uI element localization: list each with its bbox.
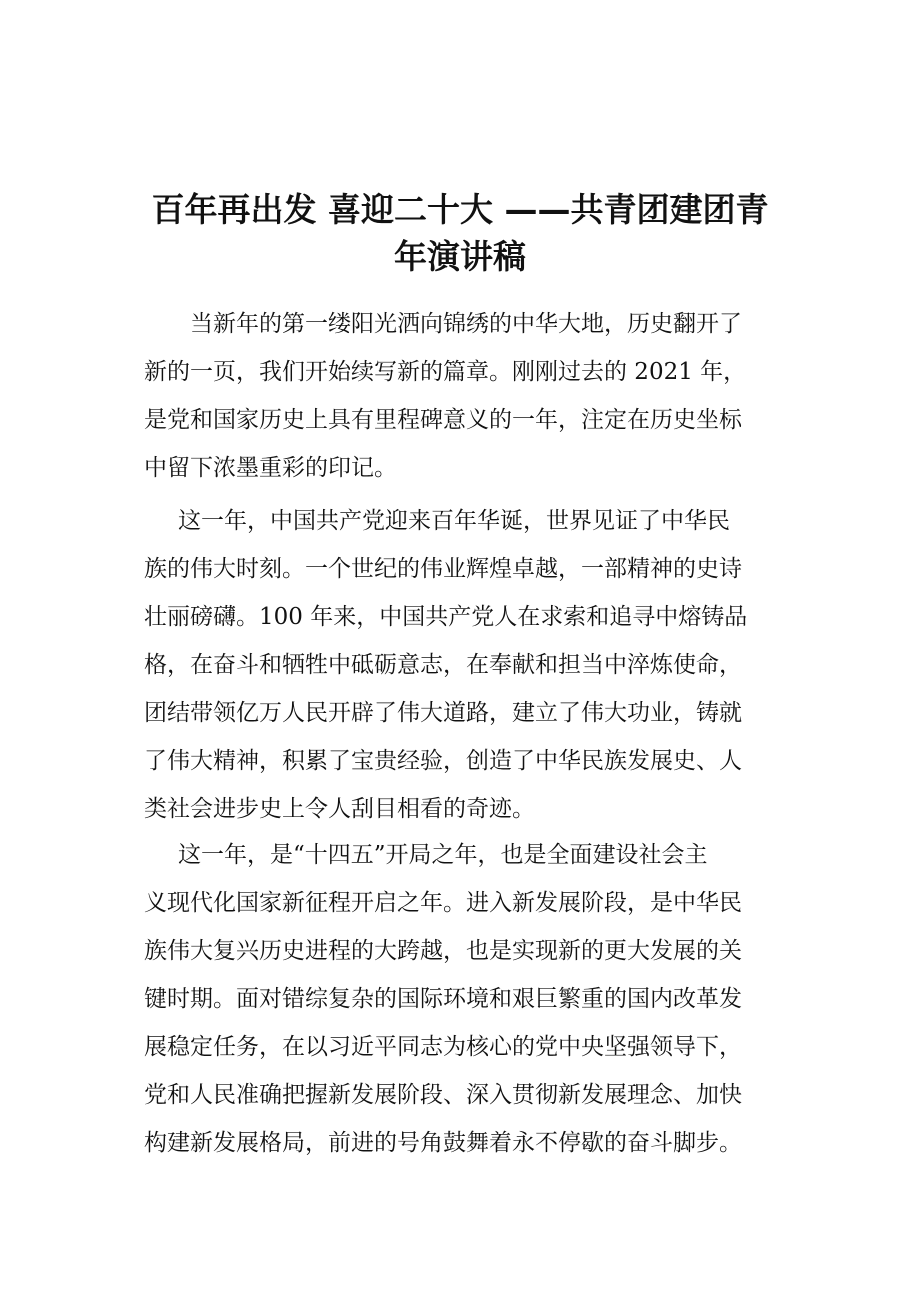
- paragraph-3-line-7: 构建新发展格局，前进的号角鼓舞着永不停歇的奋斗脚步。: [144, 1130, 742, 1156]
- paragraph-3-line-1: 这一年，是“十四五”开局之年，也是全面建设社会主: [178, 842, 708, 868]
- paragraph-2-line-4: 格，在奋斗和牺牲中砥砺意志，在奉献和担当中淬炼使命，: [144, 652, 742, 678]
- document-title-line-2: 年演讲稿: [394, 237, 526, 276]
- paragraph-1-line-3: 是党和国家历史上具有里程碑意义的一年，注定在历史坐标: [144, 407, 742, 433]
- document-title-line-1: 百年再出发 喜迎二十大 ——共青团建团青: [151, 190, 769, 229]
- paragraph-3-line-6: 党和人民准确把握新发展阶段、深入贯彻新发展理念、加快: [144, 1082, 742, 1108]
- paragraph-2-line-2: 族的伟大时刻。一个世纪的伟业辉煌卓越，一部精神的史诗: [144, 556, 742, 582]
- paragraph-3-line-3: 族伟大复兴历史进程的大跨越，也是实现新的更大发展的关: [144, 938, 742, 964]
- paragraph-3-line-5: 展稳定任务，在以习近平同志为核心的党中央坚强领导下，: [144, 1034, 742, 1060]
- paragraph-1-line-2: 新的一页，我们开始续写新的篇章。刚刚过去的 2021 年，: [144, 359, 747, 385]
- paragraph-3-line-2: 义现代化国家新征程开启之年。进入新发展阶段，是中华民: [144, 890, 742, 916]
- paragraph-2-line-1: 这一年，中国共产党迎来百年华诞，世界见证了中华民: [178, 508, 730, 534]
- paragraph-2-line-5: 团结带领亿万人民开辟了伟大道路，建立了伟大功业，铸就: [144, 700, 742, 726]
- paragraph-2-line-6: 了伟大精神，积累了宝贵经验，创造了中华民族发展史、人: [144, 748, 742, 774]
- paragraph-2-line-7: 类社会进步史上令人刮目相看的奇迹。: [144, 796, 535, 822]
- paragraph-1-line-4: 中留下浓墨重彩的印记。: [144, 455, 397, 481]
- paragraph-1-line-1: 当新年的第一缕阳光洒向锦绣的中华大地，历史翻开了: [190, 311, 742, 337]
- paragraph-3-line-4: 键时期。面对错综复杂的国际环境和艰巨繁重的国内改革发: [144, 986, 742, 1012]
- paragraph-2-line-3: 壮丽磅礴。100 年来，中国共产党人在求索和追寻中熔铸品: [144, 604, 748, 630]
